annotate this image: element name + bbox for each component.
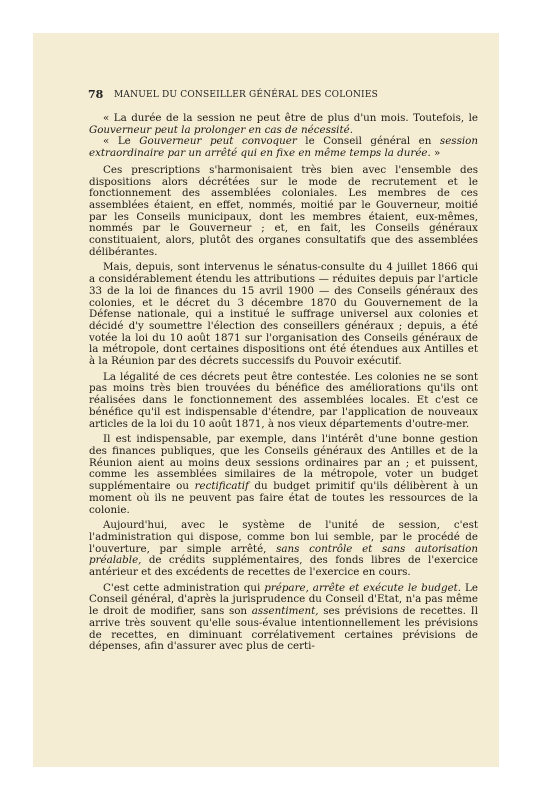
text-run: de crédits supplémentaires, des fonds libres de l'exercice antérieur et des excédents de recettes de l'exercice en cours. [89, 554, 478, 579]
text-run: « Le [103, 135, 140, 148]
paragraph [89, 434, 478, 516]
italic-run: session extraordinaire par un arrêté qui en fixe en même temps la durée. [89, 135, 478, 160]
page-number: 78 [88, 88, 104, 101]
italic-run: Gouverneur peut convoquer [139, 135, 297, 148]
italic-run: rectificatif [194, 480, 249, 493]
text-run: Le Conseil général, d'après la jurisprudence du Conseil d'Etat, n'a pas même le droit de modifier, sans son [89, 581, 478, 618]
italic-run: Gouverneur peut la prolonger en cas de nécessité. [89, 123, 353, 136]
paragraph [89, 372, 478, 431]
text-run: Il est indispensable, par exemple, dans l'intérêt d'une bonne gestion des finances publiques, que les Conseils généraux des Antilles et de la Réunion aient au moins deux sessions ordinaires par an ; et puissent, comme les assemblées similaires de la métropole, voter un budget supplémentaire ou [89, 433, 478, 493]
quote-paragraph [89, 113, 478, 136]
text-run: le Conseil général en [296, 135, 440, 148]
paragraph [89, 262, 478, 367]
paragraph [89, 520, 478, 579]
text-run: « La durée de la session ne peut être de plus d'un mois. Toutefois, le [103, 112, 478, 124]
running-title: MANUEL DU CONSEILLER GÉNÉRAL DES COLONIES [114, 90, 378, 100]
italic-run: prépare, arrête et exécute le budget. [264, 581, 462, 594]
paragraph [89, 165, 478, 259]
italic-run: assentiment, [251, 605, 319, 618]
text-run: La légalité de ces décrets peut être contestée. Les colonies ne se sont pas moins très bien trouvées du bénéfice des améliorations qu'ils ont réalisées dans le fonctionnement des assemblées locales. Et c'est ce bénéfice qu'il est indispensable d'étendre, par l'application de nouveaux articles de la loi du 10 août 1871, à nos vieux départements d'outre-mer. [89, 370, 478, 430]
quoted-decree [89, 113, 478, 160]
text-run: Ces prescriptions s'harmonisaient très bien avec l'ensemble des dispositions alors décrétées sur le mode de recrutement et le fonctionnement des assemblées coloniales. Les membres de ces assemblées étaient, en effet, nommés, moitié par le Gouverneur, moitié par les Conseils municipaux, dont les membres étaient, eux-mêmes, nommés par le Gouverneur ; et, en fait, les Conseils généraux constituaient, alors, plutôt des organes consultatifs que des assemblées délibérantes. [89, 163, 478, 258]
text-run: du budget primitif qu'ils délibèrent à un moment où ils ne peuvent pas faire état de toutes les ressources de la colonie. [89, 480, 478, 516]
paragraph [89, 583, 478, 653]
text-run: ses prévisions de recettes. Il arrive très souvent qu'elle sous-évalue intentionnellement les prévisions de recettes, en diminuant corrélativement certaines prévisions de dépenses, afin d'assurer avec plus de certi- [89, 605, 478, 653]
text-run: » [430, 147, 441, 160]
body-text [89, 113, 478, 653]
text-run: C'est cette administration qui [103, 581, 265, 594]
book-page [33, 33, 499, 767]
page-header [88, 88, 473, 101]
text-run: Mais, depuis, sont intervenus le sénatus-consulte du 4 juillet 1866 qui a considérablement étendu les attributions — réduites depuis par l'article 33 de la loi de finances du 15 avril 1900 — des Conseils généraux des colonies, et le décret du 3 décembre 1870 du Gouvernement de la Défense nationale, qui a institué le suffrage universel aux colonies et décidé d'y soumettre l'élection des conseillers généraux ; depuis, a été votée la loi du 10 août 1871 sur l'organisation des Conseils généraux de la métropole, dont certaines dispositions ont été étendues aux Antilles et à la Réunion par des décrets successifs du Pouvoir exécutif. [89, 261, 478, 368]
quote-paragraph [89, 136, 478, 159]
text-run: Aujourd'hui, avec le système de l'unité de session, c'est l'administration qui dispose, comme bon lui semble, par le procédé de l'ouverture, par simple arrêté, [89, 519, 478, 555]
italic-run: sans contrôle et sans autorisation préalable, [89, 542, 478, 567]
